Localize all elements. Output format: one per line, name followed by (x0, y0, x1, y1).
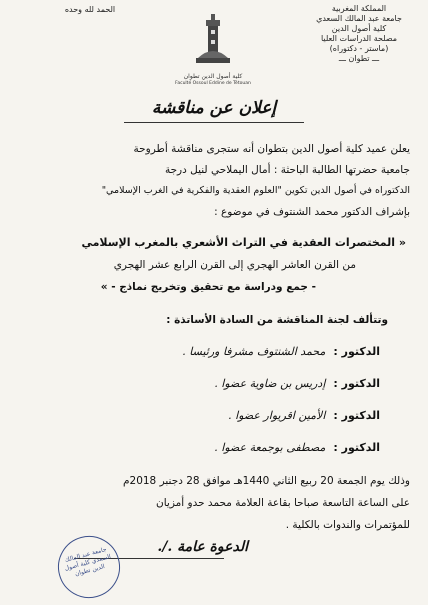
footer-date-line: وذلك يوم الجمعة 20 ربيع الثاني 1440هـ موافق 28 دجنبر 2018م (123, 475, 410, 487)
invitation-text: الدعوة عامة ./. (157, 539, 248, 555)
logo-caption: كلية أصول الدين تطوان (183, 73, 243, 80)
body-line-2: جامعية حضرتها الطالبة الباحثة : أمال اليملاحي لنيل درجة (164, 164, 410, 176)
jury-member-name: مصطفى بوجمعة عضوا . (214, 441, 326, 454)
footer-time-line: على الساعة التاسعة صباحا بقاعة العلامة محمد حدو أمزيان (156, 497, 410, 509)
header-right-block (304, 4, 414, 64)
page-title: إعلان عن مناقشة (151, 98, 277, 118)
title-underline (124, 122, 304, 123)
jury-role-label: الدكتور : (333, 345, 380, 358)
jury-intro: وتتألف لجنة المناقشة من السادة الأساتذة : (166, 314, 388, 326)
jury-member-row (214, 441, 380, 454)
body-line-1: يعلن عميد كلية أصول الدين بتطوان أنه ستجرى مناقشة أطروحة (133, 143, 410, 155)
header-basmala: الحمد لله وحده (64, 5, 116, 14)
body-line-4: بإشراف الدكتور محمد الشنتوف في موضوع : (214, 206, 410, 218)
jury-member-row (182, 345, 380, 358)
header-line: جامعة عبد المالك السعدي (316, 14, 402, 23)
stamp-text: جامعة عبد المالك السعدي كلية أصول الدين تطوان (63, 545, 112, 578)
jury-member-row (214, 377, 380, 390)
header-line: المملكة المغربية (331, 4, 387, 13)
jury-member-name: محمد الشنتوف مشرفا ورئيسا . (182, 345, 326, 358)
thesis-title: « المختصرات العقدية في التراث الأشعري بالمغرب الإسلامي (81, 236, 406, 249)
jury-member-name: الأمين اقريوار عضوا . (228, 409, 326, 422)
header-line: (ماستر - دكتوراه) (329, 44, 389, 53)
header-line: كلية أصول الدين (331, 24, 387, 33)
header-line: ـــ تطوان ـــ (338, 54, 380, 63)
jury-member-row (228, 409, 380, 422)
jury-member-name: إدريس بن ضاوية عضوا . (214, 377, 326, 390)
thesis-subtitle: من القرن العاشر الهجري إلى القرن الرابع عشر الهجري (113, 259, 356, 271)
faculty-logo (188, 14, 238, 74)
footer-venue-line: للمؤتمرات والندوات بالكلية . (285, 519, 410, 531)
jury-role-label: الدكتور : (333, 441, 380, 454)
jury-role-label: الدكتور : (333, 377, 380, 390)
thesis-subtitle-2: - جمع ودراسة مع تحقيق وتخريج نماذج - » (100, 281, 316, 293)
logo-caption-fr: Faculté Ossoul Eddine de Tétouan (175, 81, 251, 86)
body-line-3: الدكتوراه في أصول الدين تكوين "العلوم العقدية والفكرية في الغرب الإسلامي" (101, 185, 410, 196)
header-line: مصلحة الدراسات العليا (320, 34, 398, 43)
jury-role-label: الدكتور : (333, 409, 380, 422)
official-stamp (51, 529, 127, 605)
